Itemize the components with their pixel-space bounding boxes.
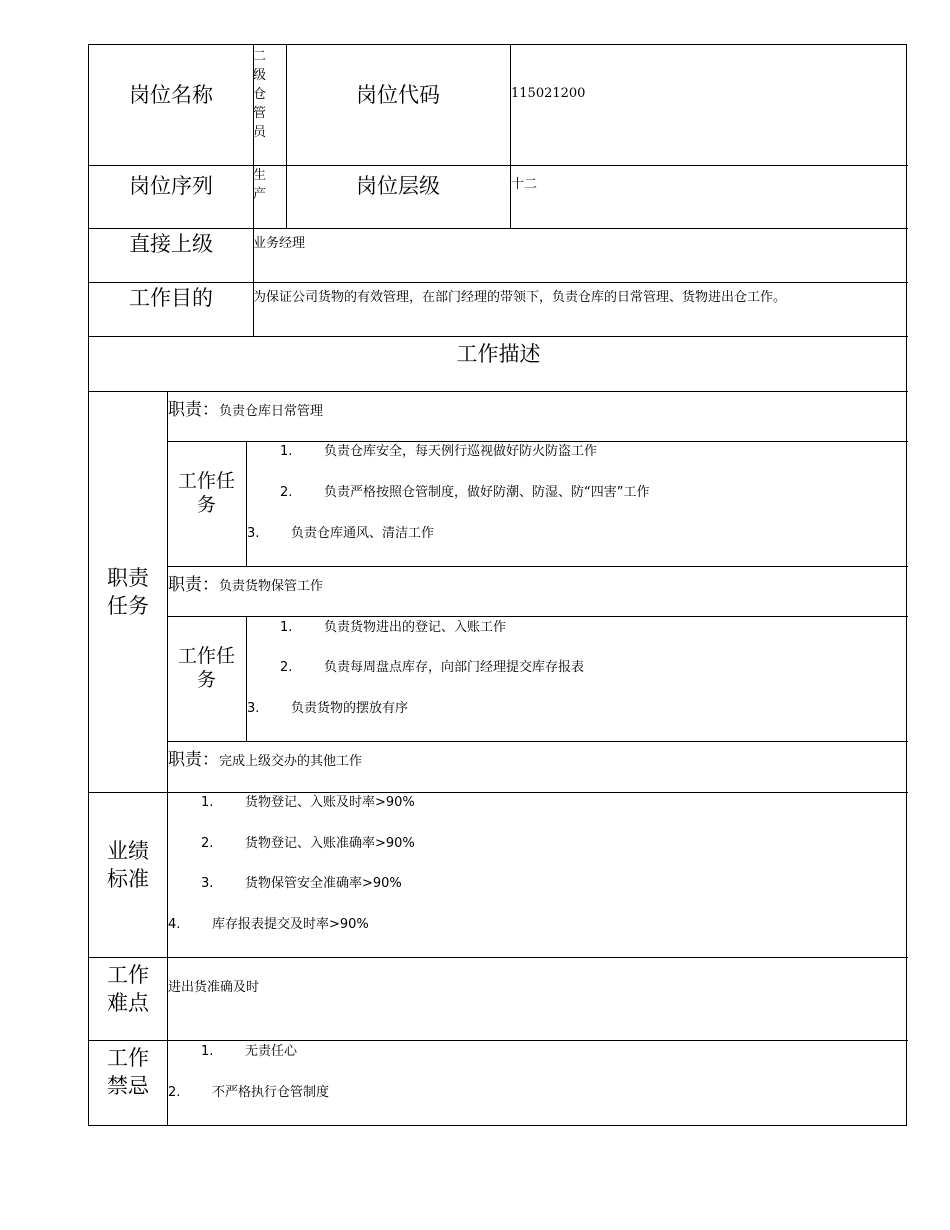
row-divider (167, 741, 908, 742)
duty-text: 负责货物保管工作 (219, 579, 324, 594)
taboo-label: 工作禁忌 (107, 1046, 149, 1098)
task-item: 1. 负责仓库安全，每天例行巡视做好防火防盗工作 (280, 444, 598, 459)
duties-label: 职责任务 (107, 565, 149, 618)
col-divider (246, 441, 247, 566)
task-item: 2. 负责严格按照仓管制度，做好防潮、防湿、防“四害”工作 (280, 485, 650, 500)
row-divider (89, 391, 908, 392)
level-label: 岗位层级 (356, 174, 440, 198)
performance-item: 3. 货物保管安全准确率>90% (201, 876, 402, 891)
row-divider (89, 1040, 908, 1041)
row-divider (89, 957, 908, 958)
duty-1-heading (168, 395, 323, 421)
performance-item: 4. 库存报表提交及时率>90% (168, 917, 369, 932)
post-name-value: 二级仓管员 (253, 49, 267, 140)
row-divider (167, 441, 908, 442)
row-divider (167, 566, 908, 567)
purpose-label: 工作目的 (129, 286, 213, 310)
duty-3-heading (168, 745, 362, 771)
duty-prefix: 职责： (168, 575, 219, 595)
superior-value: 业务经理 (253, 236, 306, 251)
taboo-item: 1. 无责任心 (201, 1044, 298, 1059)
task-item: 2. 负责每周盘点库存，向部门经理提交库存报表 (280, 660, 585, 675)
post-code-value: 115021200 (511, 86, 586, 101)
difficulty-text: 进出货准确及时 (168, 980, 260, 995)
task-item: 3. 负责货物的摆放有序 (247, 701, 409, 716)
task-item: 3. 负责仓库通风、清洁工作 (247, 526, 435, 541)
duty-2-heading (168, 570, 323, 596)
row-divider (89, 792, 908, 793)
job-description-table (88, 44, 907, 1126)
level-value: 十二 (511, 177, 538, 192)
sequence-label: 岗位序列 (129, 174, 213, 198)
superior-label: 直接上级 (129, 232, 213, 256)
taboo-item: 2. 不严格执行仓管制度 (168, 1085, 330, 1100)
task-item: 1. 负责货物进出的登记、入账工作 (280, 620, 507, 635)
performance-label: 业绩标准 (107, 839, 149, 891)
duty-text: 负责仓库日常管理 (219, 404, 324, 419)
duty-prefix: 职责： (168, 750, 219, 770)
duty-prefix: 职责： (168, 400, 219, 420)
col-divider (246, 616, 247, 741)
task-label: 工作任务 (177, 645, 235, 691)
post-code-label: 岗位代码 (356, 83, 440, 107)
description-title: 工作描述 (456, 342, 541, 366)
row-divider (167, 616, 908, 617)
col-divider (510, 45, 511, 228)
post-name-label: 岗位名称 (129, 83, 213, 107)
difficulty-label: 工作难点 (107, 963, 149, 1015)
duty-text: 完成上级交办的其他工作 (219, 754, 363, 769)
performance-item: 1. 货物登记、入账及时率>90% (201, 795, 415, 810)
performance-item: 2. 货物登记、入账准确率>90% (201, 836, 415, 851)
purpose-value: 为保证公司货物的有效管理，在部门经理的带领下，负责仓库的日常管理、货物进出仓工作。 (253, 290, 787, 305)
sequence-value: 生产 (253, 168, 267, 202)
task-label: 工作任务 (177, 470, 235, 516)
